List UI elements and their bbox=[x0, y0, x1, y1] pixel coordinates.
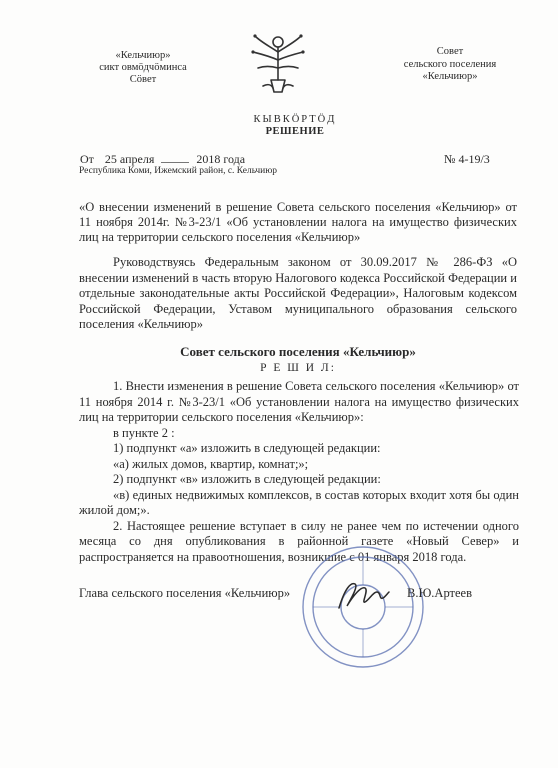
document-number: № 4-19/3 bbox=[444, 152, 490, 166]
header-ru-line2: сельского поселения bbox=[403, 58, 497, 70]
preamble-paragraph: Руководствуясь Федеральным законом от 30.09.2017 № 286-ФЗ «О внесении изменений в часть вторую Налогового кодекса Российской Федерации и отдельные законодательные акты Российской Федерации», Налоговым кодексом Российской Федерации, Уставом муниципального образования сельского поселения «Кельчиюр» bbox=[79, 255, 517, 331]
subclause-a-intro: 1) подпункт «а» изложить в следующей редакции: bbox=[113, 441, 381, 455]
document-date bbox=[80, 152, 245, 167]
clause-1: 1. Внести изменения в решение Совета сельского поселения «Кельчиюр» от 11 ноября 2014 г. №3-23/1 «Об установлении налога на имущество физических лиц на территории сельского поселения «Кельчиюр»: bbox=[79, 379, 519, 424]
decided-heading: Р Е Ш И Л: bbox=[260, 362, 336, 374]
signatory-name: В.Ю.Артеев bbox=[407, 586, 473, 600]
date-year: 2018 года bbox=[196, 152, 246, 166]
decision-body bbox=[79, 379, 519, 565]
clause-1-point-2: в пункте 2 : bbox=[113, 425, 175, 440]
document-type bbox=[230, 114, 360, 138]
header-komi-line2: сикт овмӧдчӧминса bbox=[99, 62, 187, 73]
header-komi-line3: Сӧвет bbox=[129, 74, 157, 85]
document-place: Республика Коми, Ижемский район, с. Кельчиюр bbox=[79, 166, 278, 176]
header-komi bbox=[88, 50, 198, 86]
subclause-v-intro: 2) подпункт «в» изложить в следующей редакции: bbox=[113, 472, 381, 486]
document-title: «О внесении изменений в решение Совета сельского поселения «Кельчиюр» от 11 ноября 2014г. №3-23/1 «Об установлении налога на имущество физических лиц на территории сельского поселения «Кельчиюр» bbox=[79, 200, 517, 244]
header-komi-name: «Кельчиюр» bbox=[115, 50, 171, 61]
date-blank-line bbox=[161, 162, 189, 163]
date-prefix: От bbox=[80, 152, 94, 166]
doc-type-ru: РЕШЕНИЕ bbox=[265, 126, 325, 137]
header-ru-line3: «Кельчиюр» bbox=[422, 71, 478, 82]
subclause-v-text: «в) единых недвижимых комплексов, в состав которых входит хотя бы один жилой дом;». bbox=[79, 487, 519, 517]
subclause-a-text: «а) жилых домов, квартир, комнат;»; bbox=[113, 456, 309, 471]
council-heading: Совет сельского поселения «Кельчиюр» bbox=[180, 344, 416, 359]
clause-2: 2. Настоящее решение вступает в силу не ранее чем по истечении одного месяца со дня опубликования в районной газете «Новый Север» и распространяется на правоотношения, возникшие с 01 января 2018 года. bbox=[79, 518, 519, 564]
header-ru-line1: Совет bbox=[436, 46, 464, 57]
header-russian bbox=[390, 46, 510, 84]
coat-of-arms-emblem bbox=[249, 28, 307, 98]
doc-type-komi: КЫВКӦРТӦД bbox=[253, 114, 337, 125]
signatory-position: Глава сельского поселения «Кельчиюр» bbox=[79, 586, 291, 600]
signature-block bbox=[79, 586, 519, 601]
date-day-month: 25 апреля bbox=[104, 152, 155, 166]
